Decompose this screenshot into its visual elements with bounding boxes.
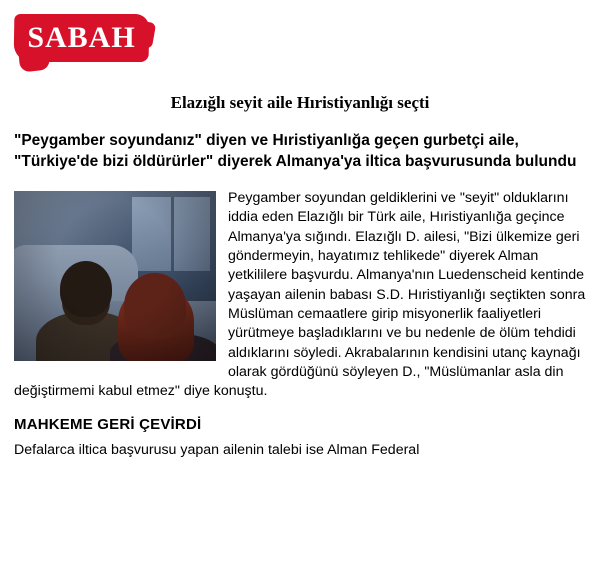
article-photo [14,191,216,361]
article-body-text: Peygamber soyundan geldiklerini ve "seyit" olduklarını iddia eden Elazığlı bir Türk aile, Hıristiyanlığa geçince Almanya'ya sığındı. Elazığlı D. ailesi, "Bizi ülkemize geri göndermeyin, hayatımız tehlikede" diyerek Alman yetkililere başvurdu. Almanya'nın Luedenscheid kentinde yaşayan ailenin babası S.D. Hıristiyanlığı seçtikten sonra Müslüman cemaatlere girip misyonerlik faaliyetleri yürütmeye başladıklarını ve bu nedenle de ölüm tehdidi aldıklarını söyledi. Akrabalarının kendisini utanç kaynağı olarak gördüğünü söyleyen D., "Müslümanlar asla din değiştirmemi kabul etmez" diye konuştu. [14,190,586,400]
article-standfirst: "Peygamber soyundanız" diyen ve Hıristiyanlığa geçen gurbetçi aile, "Türkiye'de bizi öldürürler" diyerek Almanya'ya iltica başvurusunda bulundu [14,132,577,171]
article-body-wrap [14,189,586,401]
article-page [0,14,600,573]
article-tail-paragraph: Defalarca iltica başvurusu yapan ailenin talebi ise Alman Federal [14,441,420,458]
article-subheading: MAHKEME GERİ ÇEVİRDİ [14,415,202,433]
masthead-wordmark: SABAH [27,21,136,54]
article-headline: Elazığlı seyit aile Hıristiyanlığı seçti [170,93,430,112]
photo-vignette [14,191,216,361]
masthead-logo[interactable] [14,14,149,66]
